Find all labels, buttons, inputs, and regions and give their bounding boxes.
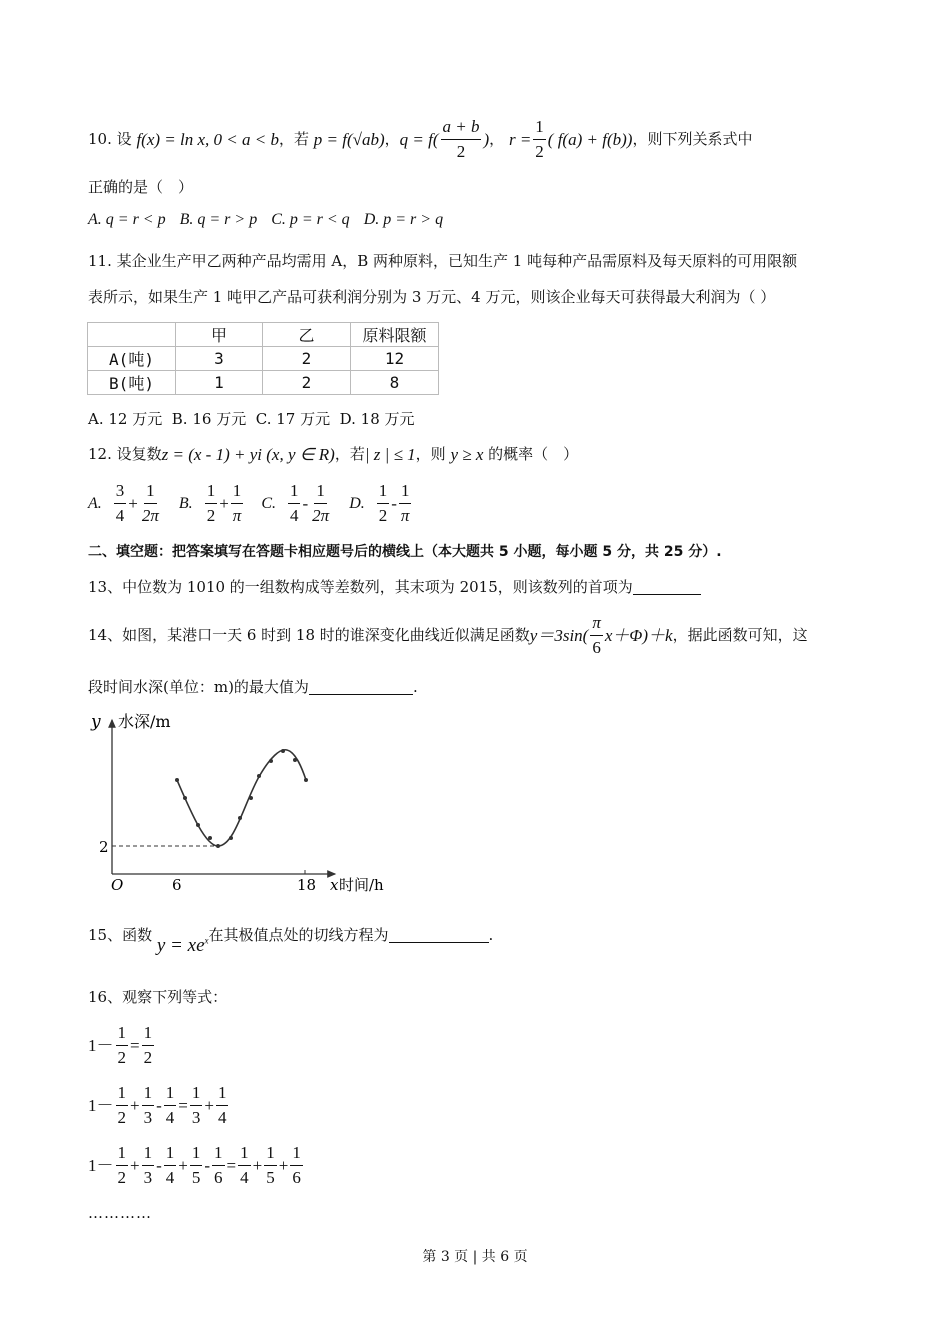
q10-option-d: D. p = r > q [363, 211, 444, 228]
section-heading: 二、填空题：把答案填写在答题卡相应题号后的横线上（本大题共 5 小题，每小题 5 分，共 25 分）. [88, 544, 722, 560]
fraction [116, 1084, 129, 1127]
q12-text: ，若 [334, 445, 365, 463]
denominator: 5 [266, 1167, 275, 1187]
fraction [164, 1144, 177, 1187]
denominator: 3 [143, 1107, 153, 1127]
q10-number: 10. [88, 130, 112, 149]
q12-options [88, 482, 429, 525]
q16-title: 16、观察下列等式： [88, 988, 228, 1006]
q10-option-c: C. p = r < q [271, 211, 350, 228]
origin-label: O [111, 876, 124, 894]
table-cell: A(吨) [88, 347, 176, 371]
numerator: 1 [290, 1144, 303, 1166]
table-cell: B(吨) [88, 371, 176, 395]
operator: + [130, 1156, 140, 1176]
denominator: π [400, 505, 410, 525]
x-tick-6: 6 [172, 876, 182, 894]
q14-fraction [590, 614, 603, 657]
fraction [288, 482, 301, 525]
fraction [142, 1144, 155, 1187]
q12-text: 12. 设复数 [88, 445, 162, 463]
q12-z: z = (x - 1) + yi (x, y ∈ R) [161, 445, 335, 464]
denominator: 2 [117, 1047, 126, 1067]
denominator: 3 [143, 1167, 153, 1187]
numerator: a + b [441, 118, 482, 140]
fraction [212, 1144, 225, 1187]
q11-option-a: A. 12 万元 [88, 410, 163, 428]
table-cell: 2 [263, 347, 351, 371]
denominator: π [232, 505, 242, 525]
fraction [116, 1024, 129, 1067]
table-cell: 1 [176, 371, 263, 395]
q14-text: 14、如图，某港口一天 6 时到 18 时的谁深变化曲线近似满足函数 [88, 626, 530, 645]
numerator: 1 [377, 482, 390, 504]
table-header-row [88, 323, 439, 347]
denominator: 4 [217, 1107, 227, 1127]
q14-period: . [412, 678, 418, 696]
q12-text: ，则 [415, 445, 446, 463]
q11-line1: 11. 某企业生产甲乙两种产品均需用 A，B 两种原料，已知生产 1 吨每种产品需原料及每天原料的可用限额 [88, 252, 798, 270]
numerator: 1 [288, 482, 301, 504]
q12-option [349, 482, 413, 525]
q10-line1 [88, 118, 752, 161]
fraction [399, 482, 412, 525]
numerator: 1 [164, 1144, 177, 1166]
numerator: 1 [164, 1084, 177, 1106]
numerator: 1 [231, 482, 244, 504]
operator: - [302, 494, 309, 514]
numerator: 1 [238, 1144, 251, 1166]
fraction [377, 482, 390, 525]
numerator: 1 [314, 482, 327, 504]
denominator: 2 [535, 141, 544, 161]
denominator: 4 [165, 1107, 175, 1127]
q14-line2 [88, 680, 418, 695]
table-cell: 2 [263, 371, 351, 395]
numerator: 1 [190, 1144, 203, 1166]
table-header: 甲 [176, 323, 263, 347]
y-axis-label: 水深/m [118, 712, 171, 731]
q10-line2: 正确的是（ ） [88, 178, 194, 196]
fraction [140, 482, 161, 525]
numerator: 1 [190, 1084, 203, 1106]
fraction [264, 1144, 277, 1187]
y-axis-var: y [91, 712, 101, 732]
operator: + [130, 1096, 140, 1116]
operator: - [156, 1096, 162, 1116]
numerator: 1 [116, 1024, 129, 1046]
q12-line [88, 446, 578, 463]
numerator: 1 [216, 1084, 229, 1106]
numerator: 1 [142, 1084, 155, 1106]
numerator: 1 [205, 482, 218, 504]
operator: - [204, 1156, 211, 1176]
denominator: 2π [141, 505, 159, 525]
q16-equation-2 [88, 1084, 230, 1127]
q10-r: r = [508, 130, 532, 150]
q15-text: 15、函数 [88, 926, 153, 944]
table-cell: 8 [351, 371, 439, 395]
denominator: 2 [456, 141, 466, 161]
q14-function: x＋Φ)＋k [604, 626, 673, 646]
x-tick-18: 18 [297, 876, 317, 894]
numerator: 1 [533, 118, 546, 140]
operator: - [156, 1156, 162, 1176]
q12-inequality: y ≥ x [450, 445, 484, 464]
q10-q-fraction [441, 118, 482, 161]
q10-text: 设 [116, 130, 132, 149]
numerator: 1 [212, 1144, 225, 1166]
q10-option-b: B. q = r > p [179, 211, 258, 228]
denominator: 2 [117, 1167, 126, 1187]
option-label: C. [261, 494, 276, 512]
option-label: D. [349, 494, 365, 512]
q14-function: y＝3sin( [529, 626, 589, 646]
q10-q-end: ) [483, 130, 490, 150]
q10-function: f(x) = ln x, 0 < a < b [136, 130, 279, 150]
q11-option-c: C. 17 万元 [255, 410, 331, 428]
denominator: 4 [165, 1167, 175, 1187]
q12-condition: | z | ≤ 1 [364, 445, 416, 464]
operator: + [252, 1156, 263, 1176]
denominator: 6 [214, 1167, 223, 1187]
denominator: 2 [117, 1107, 126, 1127]
fraction [310, 482, 331, 525]
q10-text: ，若 [278, 130, 309, 149]
depth-curve [177, 750, 306, 846]
q15-text: 在其极值点处的切线方程为 [208, 926, 389, 944]
table-header: 原料限额 [351, 323, 439, 347]
denominator: 2π [312, 505, 330, 525]
q11-table [87, 322, 439, 395]
q14-text: 段时间水深(单位：m)的最大值为 [88, 678, 309, 696]
table-header: 乙 [263, 323, 351, 347]
operator: = [178, 1096, 188, 1116]
equation-lead: 1－ [88, 1156, 114, 1176]
q12-option [261, 482, 333, 525]
x-axis-label: 时间/h [339, 876, 384, 894]
q10-comma: ， [489, 130, 505, 149]
numerator: 1 [144, 482, 157, 504]
fraction [190, 1144, 203, 1187]
q16-equation-1 [88, 1024, 156, 1067]
operator: + [219, 494, 229, 514]
numerator: 1 [399, 482, 412, 504]
answer-blank [389, 928, 489, 943]
numerator: 1 [142, 1144, 155, 1166]
fraction [164, 1084, 177, 1127]
fraction [231, 482, 244, 525]
q10-text: ，则下列关系式中 [632, 130, 753, 149]
q15-function-base: y = xe [156, 935, 205, 956]
table-header [88, 323, 176, 347]
q15-period: . [488, 926, 494, 944]
q10-q: q = f( [399, 130, 439, 150]
q11-option-d: D. 18 万元 [339, 410, 415, 428]
q12-option [179, 482, 245, 525]
water-depth-graph [85, 700, 415, 900]
denominator: 4 [240, 1167, 249, 1187]
denominator: 5 [191, 1167, 201, 1187]
operator: + [204, 1096, 214, 1116]
q14-line1 [88, 614, 808, 657]
operator: = [226, 1156, 237, 1176]
operator: = [130, 1036, 140, 1056]
table-row [88, 347, 439, 371]
q14-text: ，据此函数可知，这 [672, 626, 808, 645]
x-axis-var: x [330, 876, 339, 894]
numerator: 1 [116, 1084, 129, 1106]
denominator: 2 [206, 505, 216, 525]
q13-line [88, 580, 701, 595]
operator: + [178, 1156, 188, 1176]
q12-option [88, 482, 163, 525]
numerator: 1 [142, 1024, 155, 1046]
equation-lead: 1－ [88, 1036, 114, 1056]
q15-exponent: x [204, 935, 209, 946]
operator: + [128, 494, 138, 514]
answer-blank [309, 680, 413, 695]
fraction [238, 1144, 251, 1187]
fraction [190, 1084, 203, 1127]
fraction [290, 1144, 303, 1187]
fraction [116, 1144, 129, 1187]
denominator: 4 [115, 505, 125, 525]
q10-option-a: A. q = r < p [88, 211, 166, 228]
numerator: 1 [264, 1144, 277, 1166]
q15-function [157, 936, 209, 955]
q13-text: 13、中位数为 1010 的一组数构成等差数列，其末项为 2015，则该数列的首项为 [88, 578, 633, 596]
denominator: 6 [592, 637, 601, 657]
q10-r-expr: ( f(a) + f(b)) [547, 130, 633, 150]
q10-options [88, 212, 443, 228]
numerator: 1 [116, 1144, 129, 1166]
fraction [142, 1024, 155, 1067]
equation-lead: 1－ [88, 1096, 114, 1116]
denominator: 4 [289, 505, 299, 525]
operator: + [278, 1156, 289, 1176]
table-cell: 3 [176, 347, 263, 371]
denominator: 3 [191, 1107, 201, 1127]
q16-ellipsis: ………… [88, 1204, 152, 1222]
y-tick-2: 2 [99, 838, 109, 856]
denominator: 2 [378, 505, 388, 525]
q12-text: 的概率（ ） [488, 445, 579, 463]
q16-equation-3 [88, 1144, 305, 1187]
fraction [205, 482, 218, 525]
q15-line [88, 926, 494, 956]
q10-r-fraction [533, 118, 546, 161]
denominator: 2 [143, 1047, 153, 1067]
fraction [142, 1084, 155, 1127]
page-footer: 第 3 页 | 共 6 页 [422, 1249, 528, 1265]
answer-blank [633, 580, 701, 595]
q10-comma: ， [384, 130, 400, 149]
option-label: B. [178, 494, 193, 512]
q11-line2: 表所示，如果生产 1 吨甲乙产品可获利润分别为 3 万元、4 万元，则该企业每天可获得最大利润为（ ） [88, 288, 776, 306]
q10-p: p = f(√ab) [313, 130, 385, 150]
denominator: 6 [292, 1167, 301, 1187]
q11-options [88, 412, 415, 427]
fraction [114, 482, 127, 525]
numerator: π [590, 614, 603, 636]
fraction [216, 1084, 229, 1127]
numerator: 3 [114, 482, 127, 504]
operator: - [391, 494, 397, 514]
table-cell: 12 [351, 347, 439, 371]
data-points [175, 749, 308, 848]
q11-option-b: B. 16 万元 [171, 410, 247, 428]
option-label: A. [88, 494, 102, 512]
table-row [88, 371, 439, 395]
